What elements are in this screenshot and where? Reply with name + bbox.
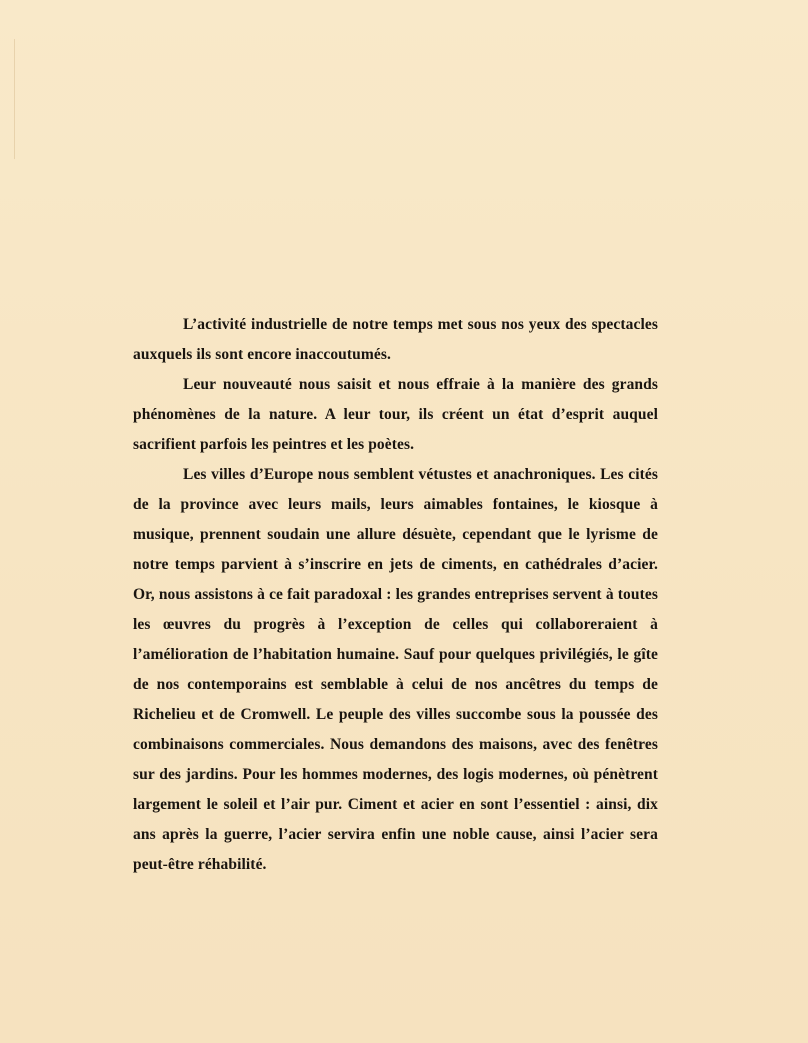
paragraph-1: L’activité industrielle de notre temps met sous nos yeux des spectacles auxquels ils sont encore inaccoutumés. <box>133 316 658 363</box>
paragraph-2: Leur nouveauté nous saisit et nous effraie à la manière des grands phénomènes de la nature. A leur tour, ils créent un état d’esprit auquel sacrifient parfois les peintres et les poètes. <box>133 376 658 453</box>
body-text <box>133 310 658 880</box>
paragraph-3: Les villes d’Europe nous semblent vétustes et anachroniques. Les cités de la province avec leurs mails, leurs aimables fontaines, le kiosque à musique, prennent soudain une allure désuète, cependant que le lyrisme de notre temps parvient à s’inscrire en jets de ciments, en cathédrales d’acier. Or, nous assistons à ce fait paradoxal : les grandes entreprises servent à toutes les œuvres du progrès à l’exception de celles qui collaboreraient à l’amélioration de l’habitation humaine. Sauf pour quelques privilégiés, le gîte de nos contemporains est semblable à celui de nos ancêtres du temps de Richelieu et de Cromwell. Le peuple des villes succombe sous la poussée des combinaisons commerciales. Nous demandons des maisons, avec des fenêtres sur des jardins. Pour les hommes modernes, des logis modernes, où pénètrent largement le soleil et l’air pur. Ciment et acier en sont l’essentiel : ainsi, dix ans après la guerre, l’acier servira enfin une noble cause, ainsi l’acier sera peut-être réhabilité. <box>133 466 658 873</box>
paper-crease <box>0 39 15 161</box>
